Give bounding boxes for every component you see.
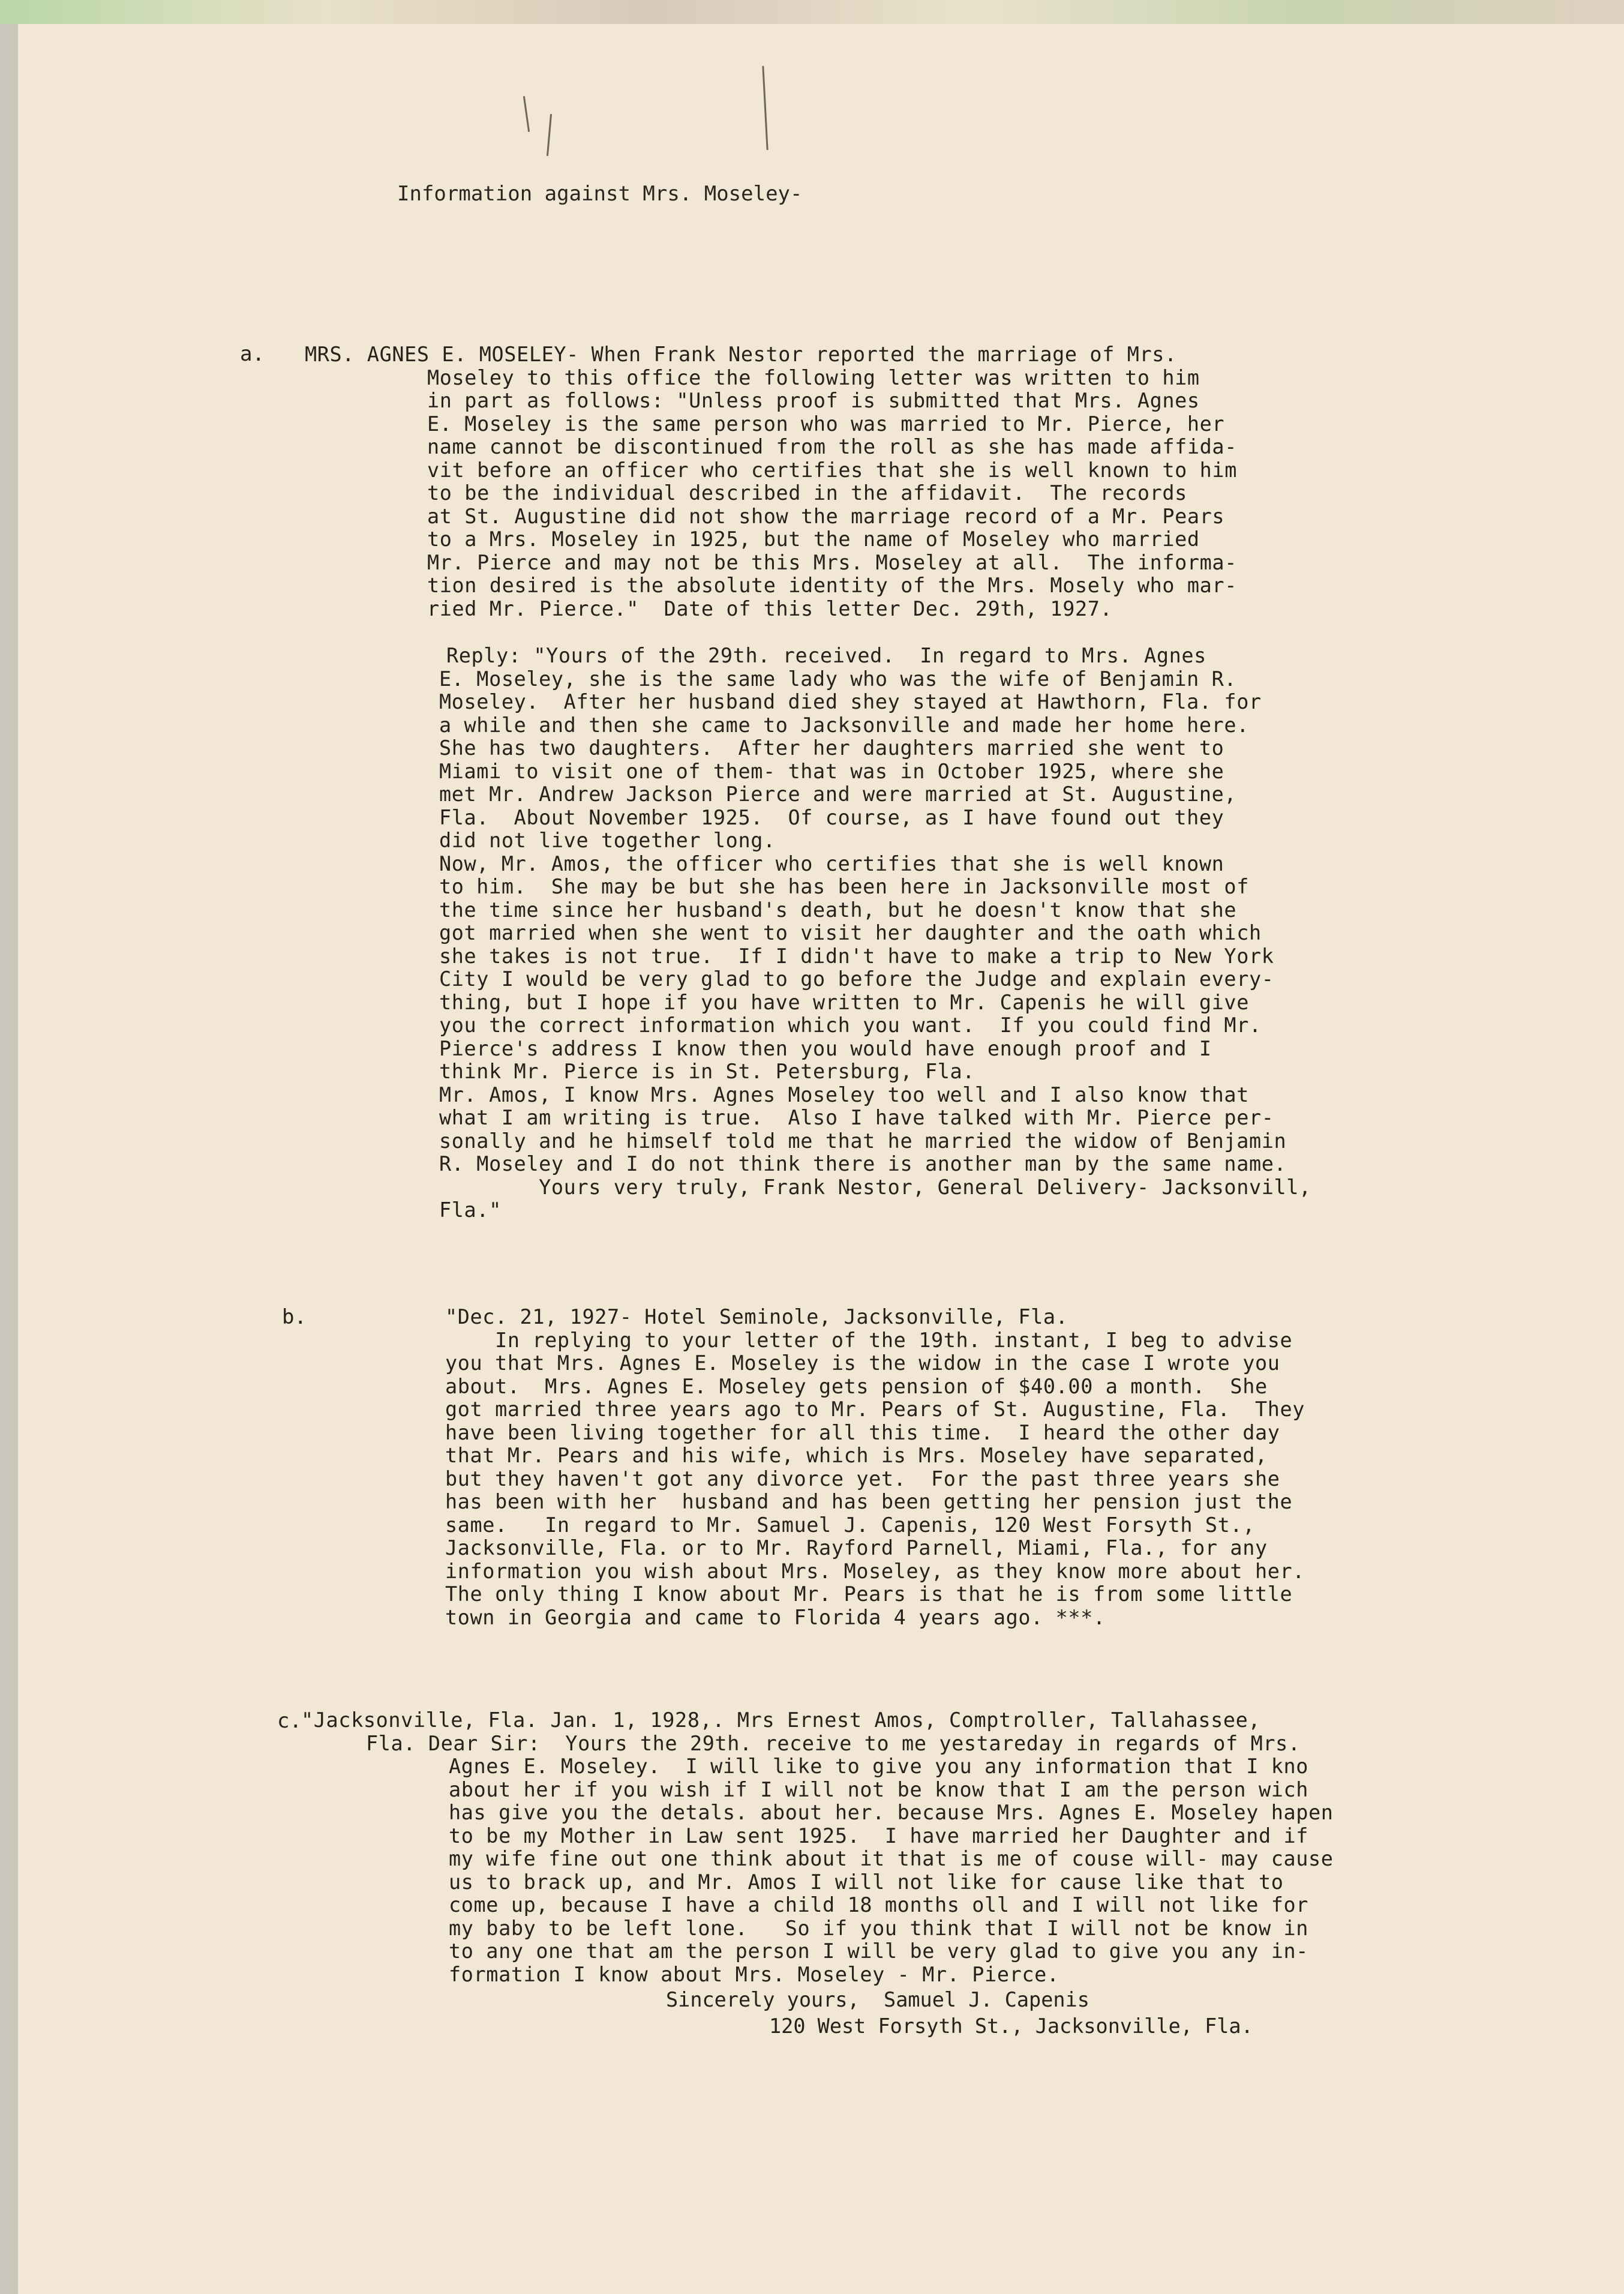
section-c-line: Agnes E. Moseley. I will like to give you any information that I kno: [449, 1755, 1309, 1778]
reply-line: the time since her husband's death, but he doesn't know that she: [439, 898, 1237, 922]
section-c-line: has give you the detals. about her. because Mrs. Agnes E. Moseley hapen: [449, 1801, 1334, 1824]
section-b-line: In replying to your letter of the 19th. instant, I beg to advise: [445, 1329, 1293, 1352]
reply-line: City I would be very glad to go before the Judge and explain every-: [439, 967, 1274, 991]
section-b-line: same. In regard to Mr. Samuel J. Capenis, 120 West Forsyth St.,: [445, 1513, 1255, 1537]
section-a-line: MRS. AGNES E. MOSELEY- When Frank Nestor reported the marriage of Mrs.: [305, 343, 1177, 366]
reply-line: thing, but I hope if you have written to Mr. Capenis he will give: [439, 991, 1249, 1014]
section-c-line: us to brack up, and Mr. Amos I will not like for cause like that to: [449, 1870, 1284, 1894]
section-a-line: name cannot be discontinued from the roll as she has made affida-: [427, 435, 1237, 458]
section-b-line: "Dec. 21, 1927- Hotel Seminole, Jacksonville, Fla.: [445, 1305, 1068, 1329]
section-a-line: Moseley to this office the following letter was written to him: [427, 366, 1200, 389]
section-b-line: information you wish about Mrs. Moseley, as they know more about her.: [445, 1560, 1305, 1583]
section-b-line: town in Georgia and came to Florida 4 years ago. ***.: [445, 1606, 1106, 1629]
section-c-line: about her if you wish if I will not be know that I am the person wich: [449, 1778, 1309, 1801]
section-a-line: E. Moseley is the same person who was married to Mr. Pierce, her: [427, 412, 1225, 436]
section-b-line: Jacksonville, Fla. or to Mr. Rayford Parnell, Miami, Fla., for any: [445, 1536, 1268, 1560]
closing-address: 120 West Forsyth St., Jacksonville, Fla.: [769, 2014, 1253, 2038]
staple-mark: [547, 114, 552, 156]
section-a-line: Mr. Pierce and may not be this Mrs. Moseley at all. The informa-: [427, 551, 1237, 574]
reply-line: E. Moseley, she is the same lady who was the wife of Benjamin R.: [439, 667, 1237, 691]
section-b-marker: b.: [282, 1305, 307, 1329]
section-a-line: to a Mrs. Moseley in 1925, but the name of Moseley who married: [427, 527, 1200, 551]
reply-line: Yours very truly, Frank Nestor, General Delivery- Jacksonvill,: [439, 1176, 1311, 1199]
reply-line: R. Moseley and I do not think there is another man by the same name.: [439, 1152, 1287, 1176]
reply-line: did not live together long.: [439, 829, 776, 852]
reply-line: you the correct information which you want. If you could find Mr.: [439, 1013, 1262, 1037]
section-c-line: my wife fine out one think about it that is me of couse will- may cause: [449, 1847, 1334, 1870]
reply-line: what I am writing is true. Also I have talked with Mr. Pierce per-: [439, 1106, 1274, 1129]
closing-signature: Sincerely yours, Samuel J. Capenis: [666, 1988, 1089, 2011]
section-b-line: but they haven't got any divorce yet. For the past three years she: [445, 1467, 1280, 1491]
section-c-line: come up, because I have a child 18 months oll and I will not like for: [449, 1893, 1309, 1917]
reply-line: got married when she went to visit her daughter and the oath which: [439, 921, 1262, 944]
section-a-line: tion desired is the absolute identity of the Mrs. Mosely who mar-: [427, 574, 1237, 597]
reply-line: Pierce's address I know then you would have enough proof and I: [439, 1037, 1212, 1060]
reply-line: Miami to visit one of them- that was in October 1925, where she: [439, 760, 1224, 783]
reply-line: she takes is not true. If I didn't have to make a trip to New York: [439, 944, 1274, 968]
section-c-line: to be my Mother in Law sent 1925. I have married her Daughter and if: [449, 1824, 1309, 1848]
staple-mark: [762, 66, 768, 150]
reply-line: Fla.": [439, 1198, 502, 1222]
section-b-line: got married three years ago to Mr. Pears of St. Augustine, Fla. They: [445, 1398, 1305, 1421]
section-a-line: at St. Augustine did not show the marriage record of a Mr. Pears: [427, 505, 1225, 528]
reply-line: think Mr. Pierce is in St. Petersburg, Fla.: [439, 1060, 975, 1083]
reply-line: a while and then she came to Jacksonville and made her home here.: [439, 713, 1249, 737]
section-a-line: to be the individual described in the affidavit. The records: [427, 481, 1187, 505]
staple-mark: [523, 96, 530, 132]
section-b-line: that Mr. Pears and his wife, which is Mrs. Moseley have separated,: [445, 1444, 1268, 1467]
section-c-line: Fla. Dear Sir: Yours the 29th. receive to me yestareday in regards of Mrs.: [366, 1732, 1301, 1755]
reply-line: Now, Mr. Amos, the officer who certifies that she is well known: [439, 852, 1224, 875]
section-b-line: The only thing I know about Mr. Pears is that he is from some little: [445, 1582, 1293, 1606]
reply-line: Reply: "Yours of the 29th. received. In regard to Mrs. Agnes: [446, 644, 1206, 667]
section-a-line: in part as follows: "Unless proof is submitted that Mrs. Agnes: [427, 389, 1200, 412]
reply-line: Moseley. After her husband died shey stayed at Hawthorn, Fla. for: [439, 690, 1262, 713]
section-c-line: "Jacksonville, Fla. Jan. 1, 1928,. Mrs Ernest Amos, Comptroller, Tallahassee,: [301, 1708, 1261, 1732]
section-b-line: has been with her husband and has been getting her pension just the: [445, 1490, 1293, 1513]
scanner-left-margin: [0, 24, 18, 2294]
section-b-line: about. Mrs. Agnes E. Moseley gets pension of $40.00 a month. She: [445, 1375, 1268, 1398]
section-b-line: you that Mrs. Agnes E. Moseley is the widow in the case I wrote you: [445, 1351, 1280, 1375]
reply-line: She has two daughters. After her daughters married she went to: [439, 736, 1224, 760]
section-b-line: have been living together for all this time. I heard the other day: [445, 1421, 1280, 1444]
section-c-line: my baby to be left lone. So if you think that I will not be know in: [449, 1917, 1309, 1940]
reply-line: to him. She may be but she has been here in Jacksonville most of: [439, 875, 1249, 898]
reply-line: Mr. Amos, I know Mrs. Agnes Moseley too well and I also know that: [439, 1083, 1249, 1106]
section-c-line: formation I know about Mrs. Moseley - Mr. Pierce.: [449, 1963, 1059, 1986]
section-a-line: vit before an officer who certifies that she is well known to him: [427, 458, 1237, 482]
document-heading: Information against Mrs. Moseley-: [397, 182, 803, 206]
reply-line: sonally and he himself told me that he married the widow of Benjamin: [439, 1129, 1287, 1153]
section-a-marker: a.: [240, 342, 265, 366]
reply-line: met Mr. Andrew Jackson Pierce and were married at St. Augustine,: [439, 782, 1237, 806]
section-a-line: ried Mr. Pierce." Date of this letter Dec. 29th, 1927.: [427, 597, 1113, 620]
section-c-marker: c.: [277, 1709, 302, 1733]
section-c-line: to any one that am the person I will be very glad to give you any in-: [449, 1939, 1309, 1963]
reply-line: Fla. About November 1925. Of course, as I have found out they: [439, 806, 1224, 829]
